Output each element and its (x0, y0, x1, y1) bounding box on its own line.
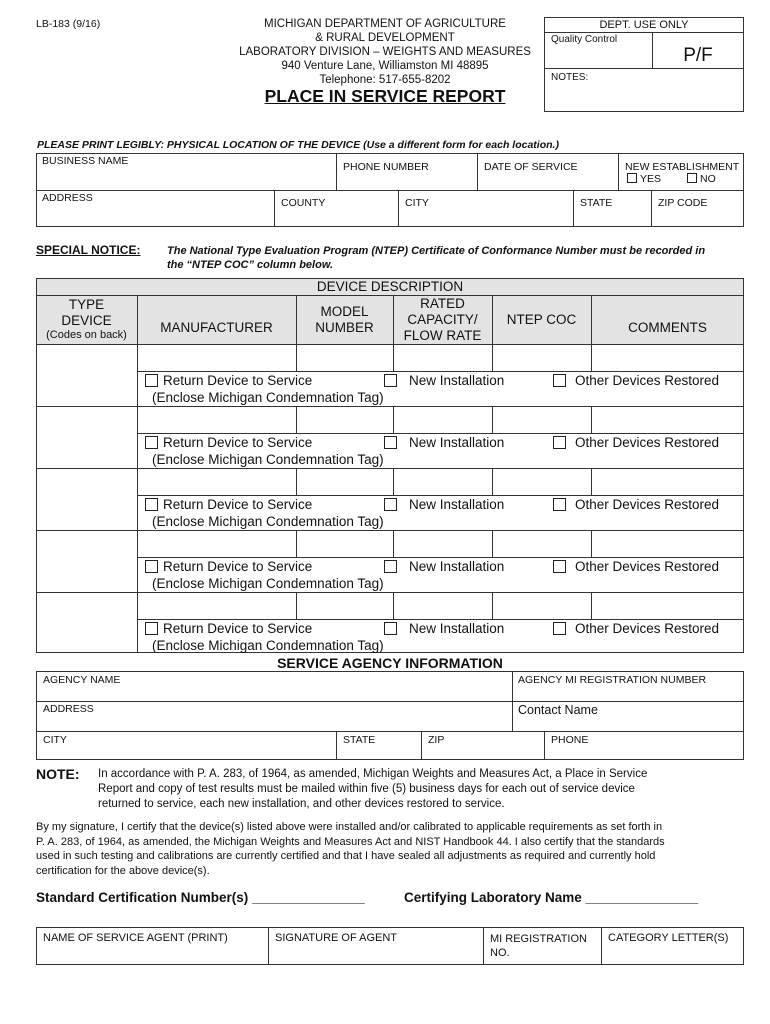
new-installation-option[interactable]: New Installation (384, 373, 504, 388)
service-agency-title: SERVICE AGENCY INFORMATION (277, 655, 503, 671)
return-device-option[interactable]: Return Device to Service (145, 497, 312, 512)
col-ntep-coc: NTEP COC (506, 312, 577, 327)
agency-line-4: 940 Venture Lane, Williamston MI 48895 (281, 60, 489, 72)
phone-number-field[interactable]: PHONE NUMBER (343, 161, 429, 173)
contact-name-field[interactable]: Contact Name (518, 703, 598, 717)
checkbox-icon[interactable] (553, 622, 566, 635)
agency-city-field[interactable]: CITY (43, 734, 67, 746)
page-title: PLACE IN SERVICE REPORT (264, 86, 506, 106)
other-devices-restored-option[interactable]: Other Devices Restored (553, 621, 719, 636)
checkbox-icon[interactable] (687, 173, 697, 183)
agent-signature-field[interactable]: SIGNATURE OF AGENT (275, 932, 398, 944)
checkbox-icon[interactable] (384, 436, 397, 449)
agency-line-2: & RURAL DEVELOPMENT (315, 32, 455, 44)
condemnation-tag-note: (Enclose Michigan Condemnation Tag) (152, 576, 384, 591)
col-type-device: TYPE DEVICE (Codes on back) (46, 297, 127, 341)
new-installation-option[interactable]: New Installation (384, 435, 504, 450)
col-rated-capacity: RATED CAPACITY/ FLOW RATE (403, 296, 482, 343)
return-device-option[interactable]: Return Device to Service (145, 373, 312, 388)
device-description-title: DEVICE DESCRIPTION (316, 279, 464, 294)
agency-line-1: MICHIGAN DEPARTMENT OF AGRICULTURE (264, 18, 506, 30)
note-text: In accordance with P. A. 283, of 1964, as amended, Michigan Weights and Measures Act, a Place in Service Report and copy of test results must be mailed within five (5) business days for each out of service device returned to service, each new installation, and other devices restored to service. (98, 768, 648, 810)
address-field[interactable]: ADDRESS (42, 192, 93, 204)
checkbox-icon[interactable] (145, 622, 158, 635)
other-devices-restored-option[interactable]: Other Devices Restored (553, 435, 719, 450)
certification-statement: By my signature, I certify that the device(s) listed above were installed and/or calibrated to applicable requirements as set forth in P. A. 283, of 1964, as amended, the Michigan Weights and Measures Act and NIST Handbook 44. I also certify that the standards used in such testing and calibrations are currently certified and that I have sealed all adjustments as required and currently hold certification for the above device(s). (36, 821, 665, 877)
return-device-option[interactable]: Return Device to Service (145, 621, 312, 636)
notes-label: NOTES: (551, 72, 589, 83)
checkbox-icon[interactable] (384, 560, 397, 573)
agency-state-field[interactable]: STATE (343, 734, 376, 746)
agency-address-field[interactable]: ADDRESS (43, 703, 94, 715)
other-devices-restored-option[interactable]: Other Devices Restored (553, 559, 719, 574)
condemnation-tag-note: (Enclose Michigan Condemnation Tag) (152, 638, 384, 653)
checkbox-icon[interactable] (384, 498, 397, 511)
other-devices-restored-option[interactable]: Other Devices Restored (553, 373, 719, 388)
note-label: NOTE: (36, 766, 80, 782)
return-device-option[interactable]: Return Device to Service (145, 435, 312, 450)
mi-registration-number-field[interactable]: MI REGISTRATION NO. (490, 933, 587, 959)
other-devices-restored-option[interactable]: Other Devices Restored (553, 497, 719, 512)
city-field[interactable]: CITY (405, 197, 429, 209)
date-of-service-field[interactable]: DATE OF SERVICE (484, 161, 578, 173)
agency-line-3: LABORATORY DIVISION – WEIGHTS AND MEASURES (239, 46, 531, 58)
new-installation-option[interactable]: New Installation (384, 559, 504, 574)
special-notice-label: SPECIAL NOTICE: (36, 243, 141, 257)
form-id: LB-183 (9/16) (36, 18, 101, 30)
return-device-option[interactable]: Return Device to Service (145, 559, 312, 574)
agency-name-field[interactable]: AGENCY NAME (43, 674, 121, 686)
dept-use-header: DEPT. USE ONLY (599, 19, 689, 31)
standard-certification-number-field[interactable]: Standard Certification Number(s) _______________ (36, 890, 365, 905)
quality-control-label: Quality Control (551, 34, 618, 45)
new-installation-option[interactable]: New Installation (384, 497, 504, 512)
new-installation-option[interactable]: New Installation (384, 621, 504, 636)
service-agent-name-field[interactable]: NAME OF SERVICE AGENT (PRINT) (43, 932, 228, 944)
county-field[interactable]: COUNTY (281, 197, 326, 209)
condemnation-tag-note: (Enclose Michigan Condemnation Tag) (152, 452, 384, 467)
checkbox-icon[interactable] (145, 498, 158, 511)
col-manufacturer: MANUFACTURER (160, 320, 273, 335)
zip-code-field[interactable]: ZIP CODE (658, 197, 708, 209)
col-comments: COMMENTS (628, 320, 707, 335)
checkbox-icon[interactable] (553, 436, 566, 449)
checkbox-icon[interactable] (145, 436, 158, 449)
new-establishment-no[interactable]: NO (687, 173, 716, 185)
condemnation-tag-note: (Enclose Michigan Condemnation Tag) (152, 390, 384, 405)
checkbox-icon[interactable] (384, 622, 397, 635)
pass-fail-label: P/F (683, 45, 713, 66)
checkbox-icon[interactable] (145, 560, 158, 573)
new-establishment-label: NEW ESTABLISHMENT (625, 161, 740, 173)
checkbox-icon[interactable] (627, 173, 637, 183)
category-letters-field[interactable]: CATEGORY LETTER(S) (608, 932, 729, 944)
checkbox-icon[interactable] (553, 374, 566, 387)
checkbox-icon[interactable] (145, 374, 158, 387)
state-field[interactable]: STATE (580, 197, 613, 209)
checkbox-icon[interactable] (553, 498, 566, 511)
agency-address-block (225, 17, 545, 87)
agency-line-5: Telephone: 517-655-8202 (319, 74, 451, 86)
agency-registration-field[interactable]: AGENCY MI REGISTRATION NUMBER (518, 674, 707, 686)
new-establishment-yes[interactable]: YES (627, 173, 661, 185)
condemnation-tag-note: (Enclose Michigan Condemnation Tag) (152, 514, 384, 529)
checkbox-icon[interactable] (384, 374, 397, 387)
agency-phone-field[interactable]: PHONE (551, 734, 589, 746)
agency-zip-field[interactable]: ZIP (428, 734, 445, 746)
checkbox-icon[interactable] (553, 560, 566, 573)
certifying-laboratory-name-field[interactable]: Certifying Laboratory Name _______________ (404, 890, 699, 905)
location-instruction: PLEASE PRINT LEGIBLY: PHYSICAL LOCATION OF THE DEVICE (Use a different form for each location.) (37, 139, 559, 151)
special-notice-text: The National Type Evaluation Program (NTEP) Certificate of Conformance Number must be recorded in the “NTEP COC” column below. (167, 245, 706, 271)
business-name-field[interactable]: BUSINESS NAME (42, 155, 129, 167)
col-model-number: MODEL NUMBER (315, 304, 374, 335)
